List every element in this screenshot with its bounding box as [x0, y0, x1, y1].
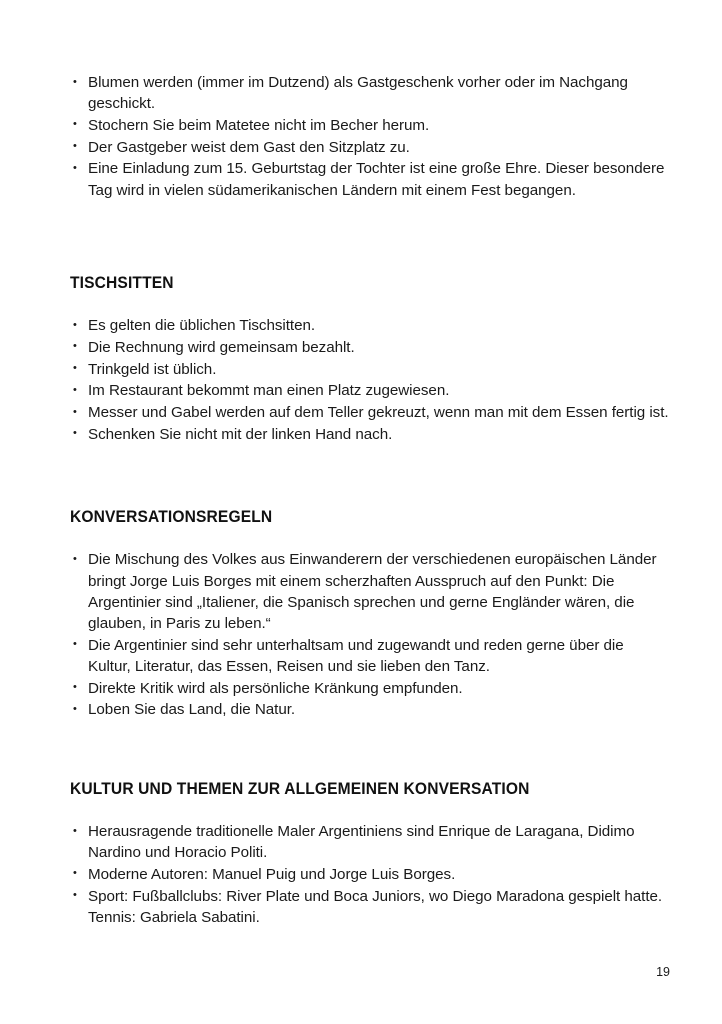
tischsitten-bullet-list: [70, 315, 670, 445]
list-item: • Die Mischung des Volkes aus Einwanderern der verschiedenen europäischen Länder bringt Jorge Luis Borges mit einem scherzhaften Ausspruch auf den Punkt: Die Argentinier sind „Italiener, die Spanisch sprechen und gerne Engländer wären, die glauben, in Paris zu leben.“: [70, 549, 670, 634]
section-heading-kultur-und-themen: KULTUR UND THEMEN ZUR ALLGEMEINEN KONVERSATION: [70, 780, 530, 799]
spacer: [70, 721, 670, 779]
page-number: 19: [656, 965, 670, 979]
list-item: • Schenken Sie nicht mit der linken Hand nach.: [70, 424, 670, 445]
list-item: • Loben Sie das Land, die Natur.: [70, 699, 670, 720]
section-heading-tischsitten: TISCHSITTEN: [70, 274, 174, 293]
intro-bullet-list: [70, 72, 670, 201]
spacer: [70, 445, 670, 507]
page-content: [70, 72, 670, 929]
konversationsregeln-bullet-list: [70, 549, 670, 720]
list-item: • Moderne Autoren: Manuel Puig und Jorge Luis Borges.: [70, 864, 670, 885]
list-item: • Stochern Sie beim Matetee nicht im Becher herum.: [70, 115, 670, 136]
list-item: • Blumen werden (immer im Dutzend) als Gastgeschenk vorher oder im Nachgang geschickt.: [70, 72, 670, 114]
list-item: • Der Gastgeber weist dem Gast den Sitzplatz zu.: [70, 137, 670, 158]
list-item: • Herausragende traditionelle Maler Argentiniens sind Enrique de Laragana, Didimo Nardino und Horacio Politi.: [70, 821, 670, 863]
spacer: [70, 293, 670, 315]
kultur-bullet-list: [70, 821, 670, 928]
list-item: • Trinkgeld ist üblich.: [70, 359, 670, 380]
list-item: • Direkte Kritik wird als persönliche Kränkung empfunden.: [70, 678, 670, 699]
spacer: [70, 799, 670, 821]
spacer: [70, 201, 670, 273]
section-heading-konversationsregeln: KONVERSATIONSREGELN: [70, 508, 273, 527]
list-item: • Im Restaurant bekommt man einen Platz zugewiesen.: [70, 380, 670, 401]
list-item: • Die Argentinier sind sehr unterhaltsam und zugewandt und reden gerne über die Kultur, Literatur, das Essen, Reisen und sie lieben den Tanz.: [70, 635, 670, 677]
list-item: • Die Rechnung wird gemeinsam bezahlt.: [70, 337, 670, 358]
list-item: • Sport: Fußballclubs: River Plate und Boca Juniors, wo Diego Maradona gespielt hatte. Tennis: Gabriela Sabatini.: [70, 886, 670, 928]
spacer: [70, 527, 670, 549]
list-item: • Eine Einladung zum 15. Geburtstag der Tochter ist eine große Ehre. Dieser besondere Tag wird in vielen südamerikanischen Ländern mit einem Fest begangen.: [70, 158, 670, 200]
list-item: • Es gelten die üblichen Tischsitten.: [70, 315, 670, 336]
list-item: • Messer und Gabel werden auf dem Teller gekreuzt, wenn man mit dem Essen fertig ist.: [70, 402, 670, 423]
